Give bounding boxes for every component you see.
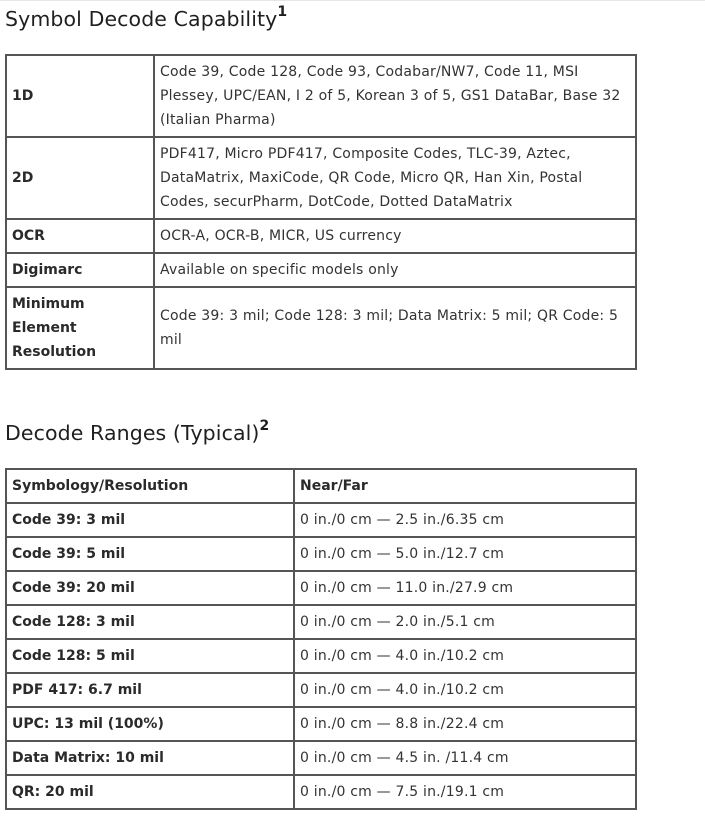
range-cell: 0 in./0 cm — 4.0 in./10.2 cm [294,639,636,673]
row-value-digimarc: Available on specific models only [154,253,636,287]
range-cell: 0 in./0 cm — 2.0 in./5.1 cm [294,605,636,639]
section-title-text: Decode Ranges (Typical) [5,420,260,445]
table-row [6,219,636,253]
row-label-digimarc: Digimarc [6,253,154,287]
range-cell: 0 in./0 cm — 5.0 in./12.7 cm [294,537,636,571]
symbol-decode-table [5,54,637,370]
table-row [6,287,636,369]
symbology-cell: Code 39: 3 mil [6,503,294,537]
row-label-2d: 2D [6,137,154,219]
range-cell: 0 in./0 cm — 7.5 in./19.1 cm [294,775,636,809]
symbology-cell: Code 39: 20 mil [6,571,294,605]
table-row [6,571,636,605]
row-label-min-resolution: Minimum Element Resolution [6,287,154,369]
symbology-cell: UPC: 13 mil (100%) [6,707,294,741]
table-header-row [6,469,636,503]
range-cell: 0 in./0 cm — 4.5 in. /11.4 cm [294,741,636,775]
footnote-marker: 2 [259,418,270,434]
row-value-1d: Code 39, Code 128, Code 93, Codabar/NW7, Code 11, MSI Plessey, UPC/EAN, I 2 of 5, Korean 3 of 5, GS1 DataBar, Base 32 (Italian Pharma) [154,55,636,137]
table-row [6,503,636,537]
row-value-2d: PDF417, Micro PDF417, Composite Codes, TLC-39, Aztec, DataMatrix, MaxiCode, QR Code, Micro QR, Han Xin, Postal Codes, securPharm, DotCode, Dotted DataMatrix [154,137,636,219]
range-cell: 0 in./0 cm — 4.0 in./10.2 cm [294,673,636,707]
row-label-1d: 1D [6,55,154,137]
symbology-cell: PDF 417: 6.7 mil [6,673,294,707]
column-header-near-far: Near/Far [294,469,636,503]
range-cell: 0 in./0 cm — 2.5 in./6.35 cm [294,503,636,537]
column-header-symbology: Symbology/Resolution [6,469,294,503]
symbology-cell: Data Matrix: 10 mil [6,741,294,775]
table-row [6,707,636,741]
top-divider [0,0,705,1]
table-row [6,605,636,639]
table-row [6,55,636,137]
row-value-min-resolution: Code 39: 3 mil; Code 128: 3 mil; Data Matrix: 5 mil; QR Code: 5 mil [154,287,636,369]
symbology-cell: Code 39: 5 mil [6,537,294,571]
section-title-text: Symbol Decode Capability [5,6,278,31]
range-cell: 0 in./0 cm — 8.8 in./22.4 cm [294,707,636,741]
table-row [6,639,636,673]
table-row [6,537,636,571]
table-row [6,673,636,707]
decode-ranges-table [5,468,637,810]
symbology-cell: Code 128: 3 mil [6,605,294,639]
section-title-decode-ranges [5,420,269,445]
symbology-cell: QR: 20 mil [6,775,294,809]
table-row [6,741,636,775]
table-row [6,253,636,287]
symbology-cell: Code 128: 5 mil [6,639,294,673]
footnote-marker: 1 [277,4,288,20]
table-row [6,775,636,809]
row-label-ocr: OCR [6,219,154,253]
range-cell: 0 in./0 cm — 11.0 in./27.9 cm [294,571,636,605]
section-title-symbol-decode [5,6,287,31]
table-row [6,137,636,219]
row-value-ocr: OCR-A, OCR-B, MICR, US currency [154,219,636,253]
